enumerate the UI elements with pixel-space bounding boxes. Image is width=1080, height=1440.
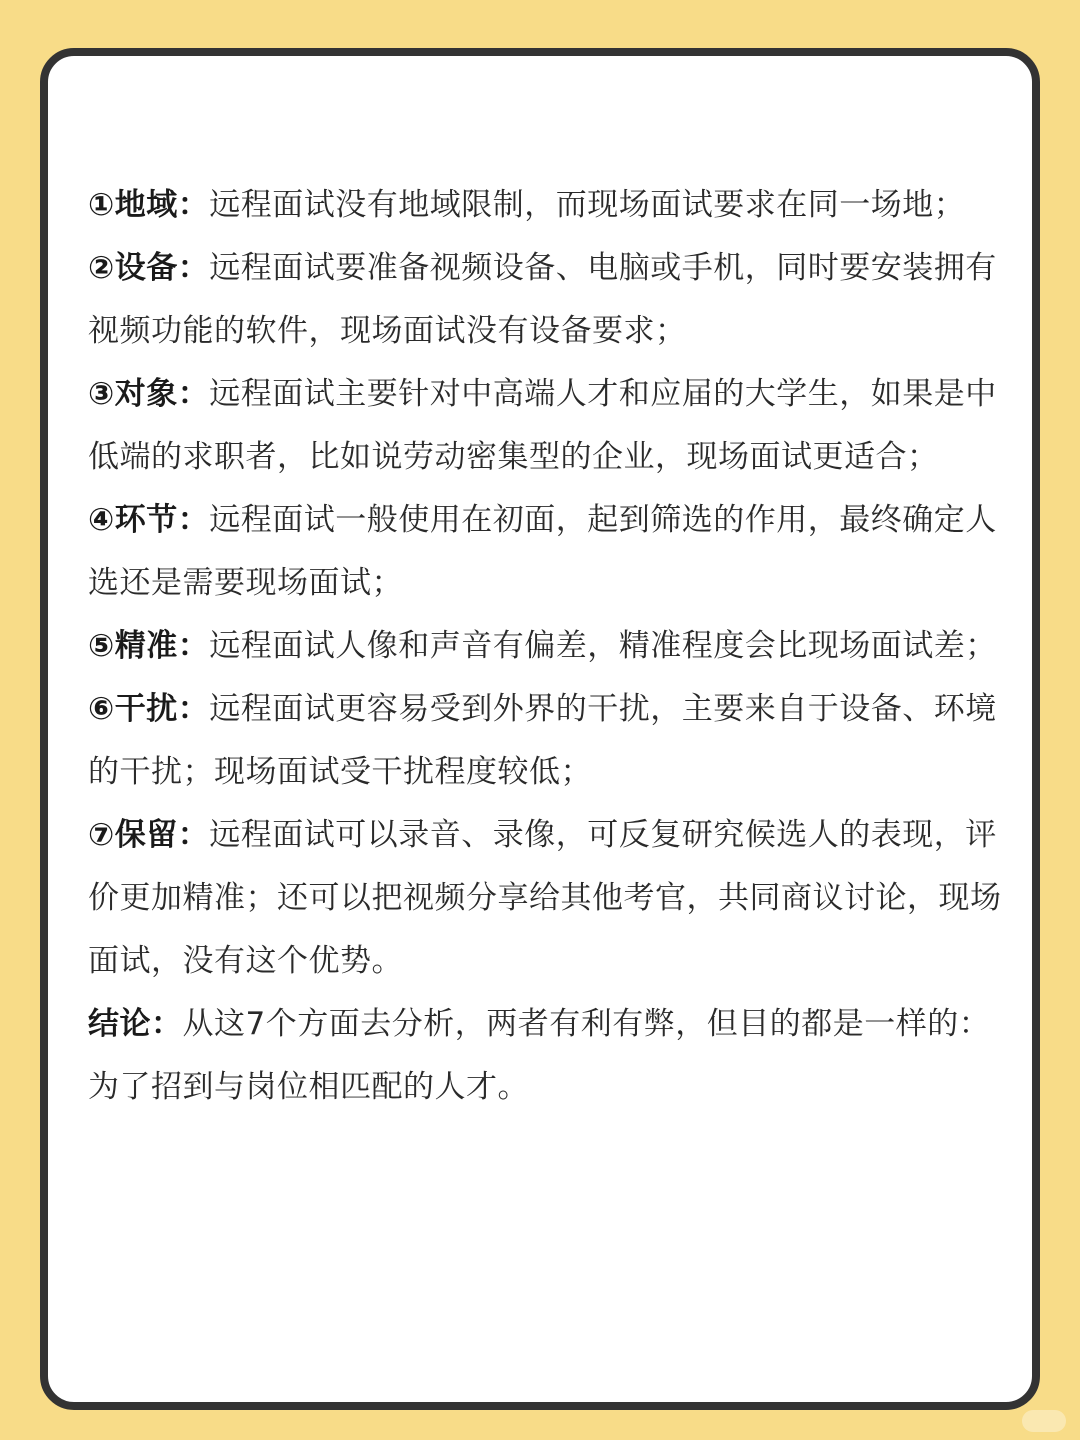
watermark-badge [1022,1410,1066,1432]
comparison-text [88,174,1018,1119]
point-retention [88,804,1018,993]
point-region [88,174,1018,237]
point-label: ⑤精准： [88,628,210,664]
conclusion-text: 从这7个方面去分析，两者有利有弊，但目的都是一样的：为了招到与岗位相匹配的人才。 [88,1006,991,1105]
point-label: ⑦保留： [88,817,210,853]
point-text: 远程面试可以录音、录像，可反复研究候选人的表现，评价更加精准；还可以把视频分享给其他考官，共同商议讨论，现场面试，没有这个优势。 [88,817,1002,979]
conclusion-label: 结论： [88,1006,183,1042]
point-text: 远程面试人像和声音有偏差，精准程度会比现场面试差； [209,628,997,664]
point-interference [88,678,1018,804]
point-accuracy [88,615,1018,678]
point-label: ④环节： [88,502,210,538]
point-label: ②设备： [88,250,210,286]
point-target [88,363,1018,489]
point-text: 远程面试一般使用在初面，起到筛选的作用，最终确定人选还是需要现场面试； [88,502,997,601]
point-text: 远程面试要准备视频设备、电脑或手机，同时要安装拥有视频功能的软件，现场面试没有设备要求； [88,250,997,349]
content-card [40,48,1040,1410]
point-stage [88,489,1018,615]
point-text: 远程面试更容易受到外界的干扰，主要来自于设备、环境的干扰；现场面试受干扰程度较低； [88,691,997,790]
point-equipment [88,237,1018,363]
point-text: 远程面试主要针对中高端人才和应届的大学生，如果是中低端的求职者，比如说劳动密集型的企业，现场面试更适合； [88,376,997,475]
point-label: ③对象： [88,376,210,412]
conclusion [88,993,1018,1119]
point-label: ①地域： [88,187,210,223]
point-label: ⑥干扰： [88,691,210,727]
point-text: 远程面试没有地域限制，而现场面试要求在同一场地； [209,187,966,223]
